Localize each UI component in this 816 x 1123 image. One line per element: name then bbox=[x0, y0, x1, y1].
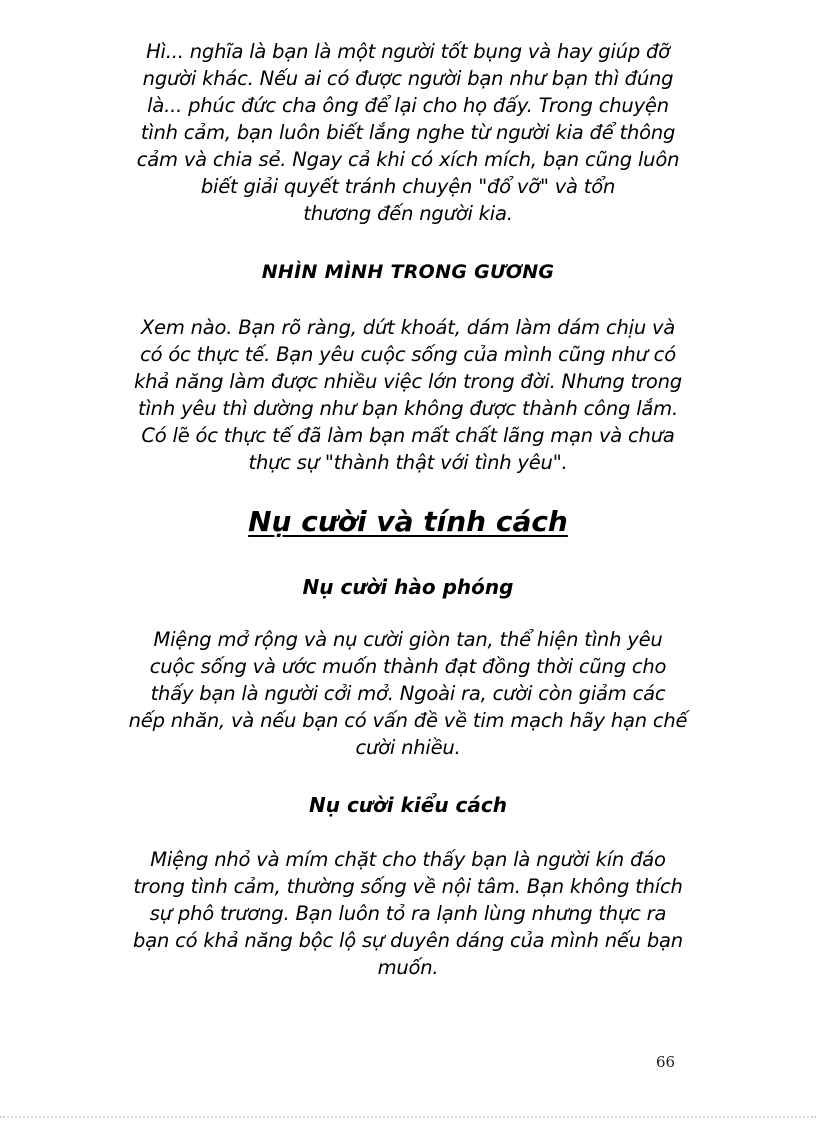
text-line: bạn có khả năng bộc lộ sự duyên dáng của mình nếu bạn bbox=[133, 929, 683, 952]
text-line: cuộc sống và ước muốn thành đạt đồng thời cũng cho bbox=[149, 655, 667, 678]
text-line: tình yêu thì dường như bạn không được thành công lắm. bbox=[138, 397, 678, 420]
text-line: sự phô trương. Bạn luôn tỏ ra lạnh lùng nhưng thực ra bbox=[149, 902, 667, 925]
text-line: biết giải quyết tránh chuyện "đổ vỡ" và tổn bbox=[200, 175, 616, 198]
text-line: Hì... nghĩa là bạn là một người tốt bụng và hay giúp đỡ bbox=[146, 40, 670, 63]
text-line: có óc thực tế. Bạn yêu cuộc sống của mình cũng như có bbox=[140, 343, 676, 366]
text-line: người khác. Nếu ai có được người bạn như bạn thì đúng bbox=[142, 67, 674, 90]
text-line: cười nhiều. bbox=[355, 736, 461, 759]
text-line: cảm và chia sẻ. Ngay cả khi có xích mích, bạn cũng luôn bbox=[136, 148, 680, 171]
text-line: Miệng nhỏ và mím chặt cho thấy bạn là người kín đáo bbox=[150, 848, 666, 871]
text-line: Có lẽ óc thực tế đã làm bạn mất chất lãng mạn và chưa bbox=[141, 424, 675, 447]
text-line: thấy bạn là người cởi mở. Ngoài ra, cười còn giảm các bbox=[150, 682, 666, 705]
text-line: trong tình cảm, thường sống về nội tâm. Bạn không thích bbox=[133, 875, 683, 898]
page-bottom-divider bbox=[0, 1116, 816, 1118]
page-number: 66 bbox=[656, 1053, 676, 1071]
generous-smile-heading: Nụ cười hào phóng bbox=[302, 575, 514, 599]
generous-smile-paragraph bbox=[110, 626, 706, 761]
text-line: là... phúc đức cha ông để lại cho họ đấy. Trong chuyện bbox=[147, 94, 669, 117]
text-line: thương đến người kia. bbox=[303, 202, 513, 225]
text-line: Xem nào. Bạn rõ ràng, dứt khoát, dám làm dám chịu và bbox=[140, 316, 676, 339]
mirror-section-heading: NHÌN MÌNH TRONG GƯƠNG bbox=[261, 261, 555, 283]
text-line: khả năng làm được nhiều việc lớn trong đời. Nhưng trong bbox=[134, 370, 682, 393]
mannered-smile-heading: Nụ cười kiểu cách bbox=[309, 793, 507, 817]
text-line: nếp nhăn, và nếu bạn có vấn đề về tim mạch hãy hạn chế bbox=[128, 709, 688, 732]
intro-paragraph bbox=[110, 38, 706, 227]
text-line: Miệng mở rộng và nụ cười giòn tan, thể hiện tình yêu bbox=[153, 628, 663, 651]
text-line: muốn. bbox=[377, 956, 439, 979]
mirror-section-paragraph bbox=[110, 314, 706, 476]
text-line: thực sự "thành thật với tình yêu". bbox=[248, 451, 568, 474]
text-line: tình cảm, bạn luôn biết lắng nghe từ người kia để thông bbox=[140, 121, 676, 144]
main-heading: Nụ cười và tính cách bbox=[248, 505, 568, 538]
mannered-smile-paragraph bbox=[110, 846, 706, 981]
